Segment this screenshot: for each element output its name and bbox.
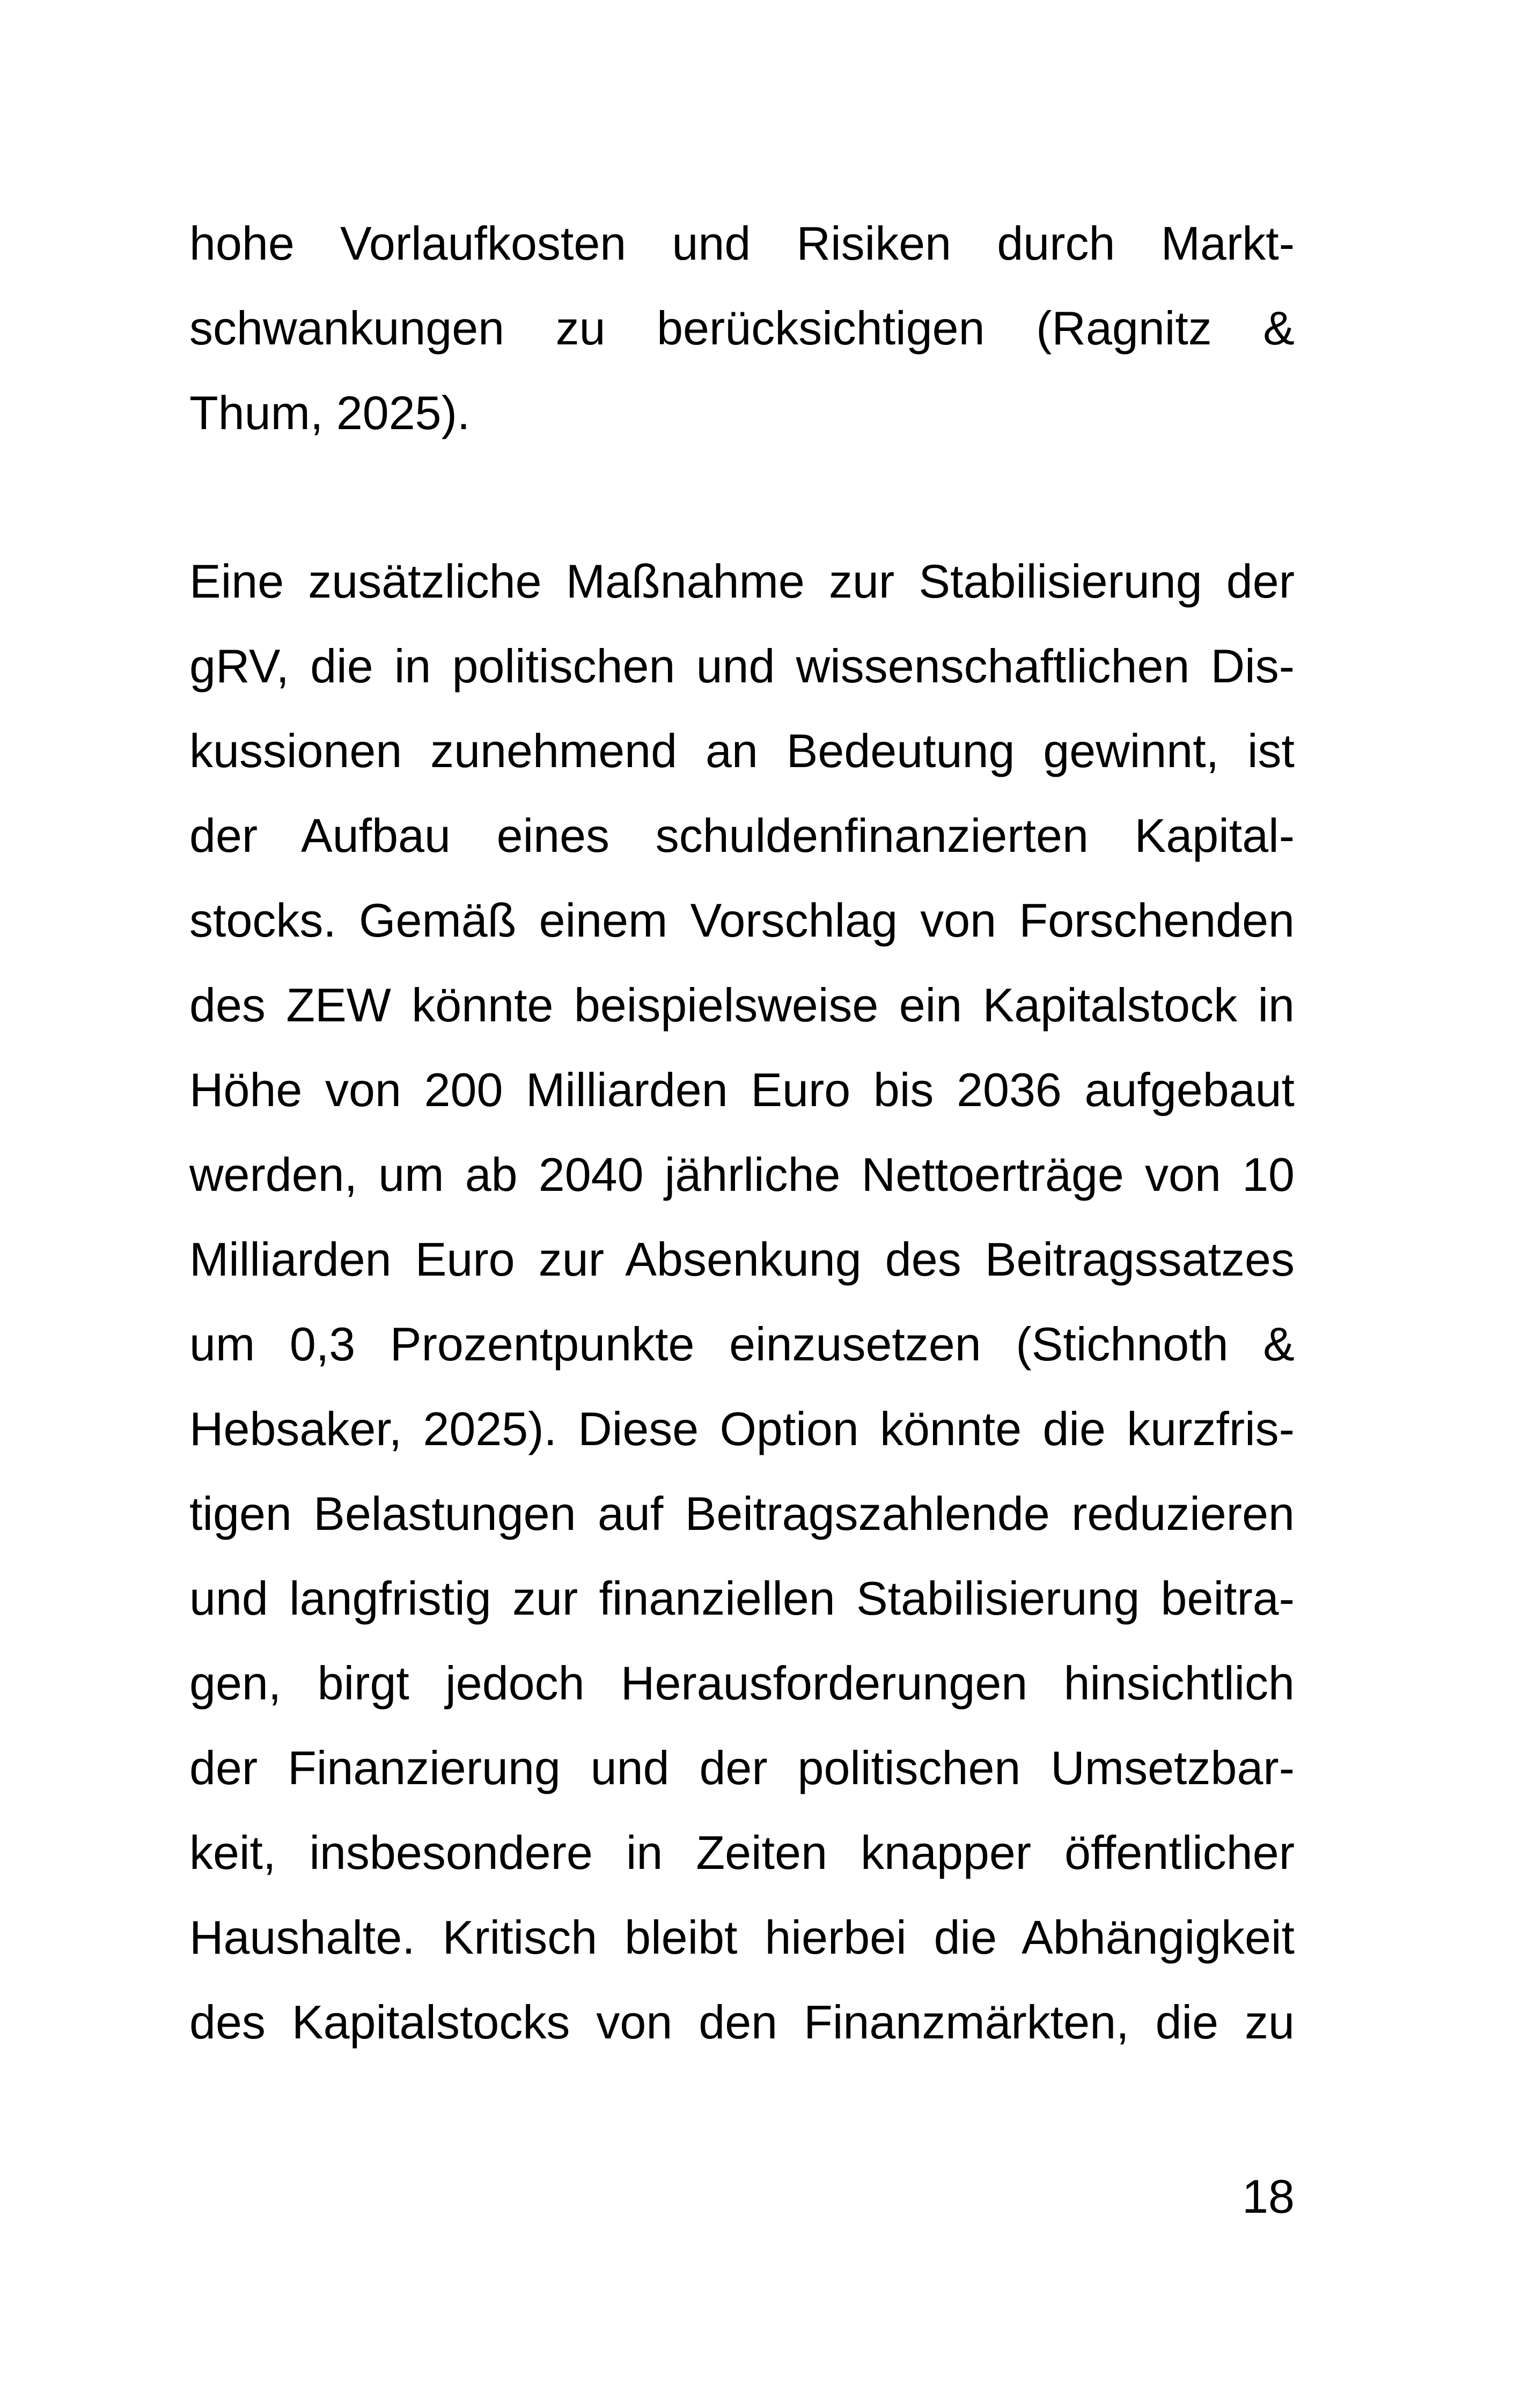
text-line: des ZEW könnte beispielsweise ein Kapitalstock in bbox=[189, 978, 1295, 1032]
text-line: der Finanzierung und der politischen Umsetzbar- bbox=[189, 1741, 1295, 1794]
paragraph-2 bbox=[189, 539, 1295, 2065]
text-line: gRV, die in politischen und wissenschaftlichen Dis- bbox=[189, 639, 1295, 693]
paragraph-1 bbox=[189, 201, 1295, 455]
text-line: Eine zusätzliche Maßnahme zur Stabilisierung der bbox=[189, 555, 1295, 608]
text-line: Höhe von 200 Milliarden Euro bis 2036 aufgebaut bbox=[189, 1063, 1295, 1116]
text-line: werden, um ab 2040 jährliche Nettoerträge von 10 bbox=[189, 1148, 1295, 1201]
text-line: hohe Vorlaufkosten und Risiken durch Markt- bbox=[189, 217, 1295, 270]
text-line: des Kapitalstocks von den Finanzmärkten, die zu bbox=[189, 1995, 1295, 2049]
text-line: Thum, 2025). bbox=[189, 386, 471, 439]
text-line: keit, insbesondere in Zeiten knapper öffentlicher bbox=[189, 1826, 1295, 1879]
text-line: und langfristig zur finanziellen Stabilisierung beitra- bbox=[189, 1572, 1295, 1625]
text-line: Haushalte. Kritisch bleibt hierbei die Abhängigkeit bbox=[189, 1911, 1295, 1964]
text-line: stocks. Gemäß einem Vorschlag von Forschenden bbox=[189, 894, 1295, 947]
text-line: der Aufbau eines schuldenfinanzierten Kapital- bbox=[189, 809, 1295, 862]
text-line: tigen Belastungen auf Beitragszahlende reduzieren bbox=[189, 1487, 1295, 1540]
text-line: Milliarden Euro zur Absenkung des Beitragssatzes bbox=[189, 1233, 1295, 1286]
text-line: Hebsaker, 2025). Diese Option könnte die kurzfris- bbox=[189, 1402, 1295, 1455]
text-line: um 0,3 Prozentpunkte einzusetzen (Stichnoth & bbox=[189, 1317, 1295, 1371]
page-number: 18 bbox=[1242, 2170, 1295, 2223]
text-line: kussionen zunehmend an Bedeutung gewinnt, ist bbox=[189, 724, 1295, 777]
text-line: gen, birgt jedoch Herausforderungen hinsichtlich bbox=[189, 1656, 1295, 1710]
text-line: schwankungen zu berücksichtigen (Ragnitz & bbox=[189, 301, 1295, 355]
